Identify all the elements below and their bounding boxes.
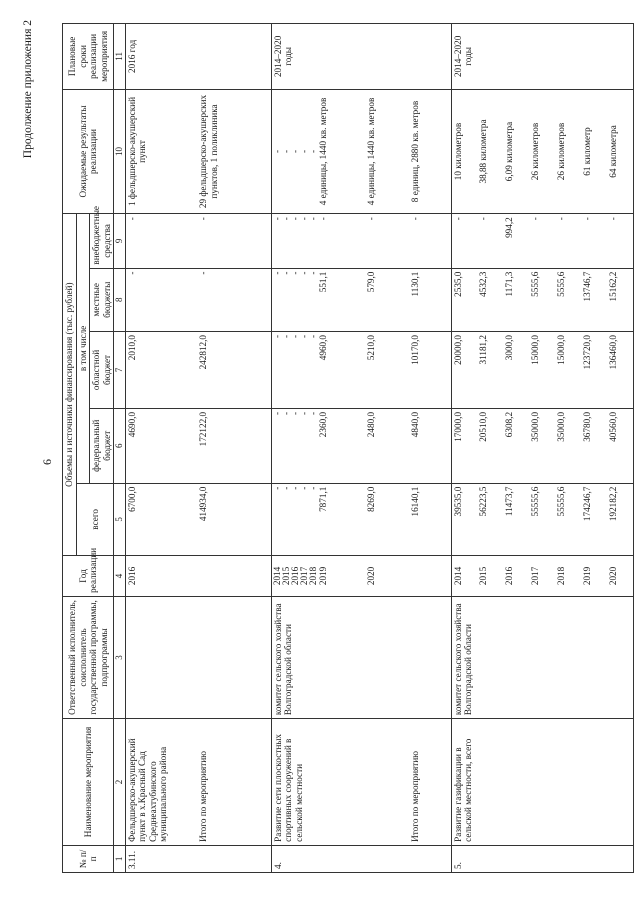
row-term: 2014–2020 годы bbox=[271, 24, 365, 90]
row-local: 1130,1 bbox=[409, 268, 451, 331]
row-year: 2020 bbox=[365, 556, 409, 597]
row-local: 15162,2 bbox=[607, 268, 633, 331]
header-regional: областной бюджет bbox=[90, 331, 114, 408]
row-total: 11473,7 bbox=[503, 483, 529, 555]
col-number: 7 bbox=[114, 331, 125, 408]
header-funding: Объемы и источники финансирования (тыс. рублей) bbox=[63, 214, 77, 556]
header-offbudget: внебюджетные средства bbox=[90, 214, 114, 268]
table-row bbox=[607, 24, 633, 873]
row-regional: 242812,0 bbox=[197, 331, 271, 408]
row-offbudget: - bbox=[581, 214, 607, 268]
row-num: 3.11. bbox=[125, 845, 197, 872]
row-federal: 6308,2 bbox=[503, 408, 529, 483]
table-row bbox=[451, 24, 477, 873]
row-federal: 4690,0 bbox=[125, 408, 197, 483]
row-result: 1 фельдшерско-акушерский пункт bbox=[125, 89, 197, 214]
row-total: 414934,0 bbox=[197, 483, 271, 555]
row-year: 2018 bbox=[555, 556, 581, 597]
row-num: 4. bbox=[271, 845, 365, 872]
row-offbudget: 994,2 bbox=[503, 214, 529, 268]
col-number: 11 bbox=[114, 24, 125, 90]
col-number: 2 bbox=[114, 719, 125, 846]
row-years: 2014 2015 2016 2017 2018 2019 bbox=[271, 556, 365, 597]
row-offbudget: - bbox=[555, 214, 581, 268]
row-local: 579,0 bbox=[365, 268, 409, 331]
row-federal: 40560,0 bbox=[607, 408, 633, 483]
header-federal: федеральный бюджет bbox=[90, 408, 114, 483]
row-total: 6700,0 bbox=[125, 483, 197, 555]
header-result: Ожидаемые результаты реализации bbox=[63, 89, 114, 214]
row-local: 5555,6 bbox=[555, 268, 581, 331]
row-year: 2019 bbox=[581, 556, 607, 597]
row-result: 26 километров bbox=[529, 89, 555, 214]
row-regional: 123720,0 bbox=[581, 331, 607, 408]
row-local: - bbox=[197, 268, 271, 331]
row-offbudget: - bbox=[409, 214, 451, 268]
row-federal: 36780,0 bbox=[581, 408, 607, 483]
row-result: 64 километра bbox=[607, 89, 633, 214]
row-regional: - - - - - 4960,0 bbox=[271, 331, 365, 408]
table-row bbox=[365, 24, 409, 873]
row-federal: 35000,0 bbox=[529, 408, 555, 483]
row-regional: 5210,0 bbox=[365, 331, 409, 408]
row-total: 39535,0 bbox=[451, 483, 477, 555]
row-offbudget: - - - - - - bbox=[271, 214, 365, 268]
header-local: местные бюджеты bbox=[90, 268, 114, 331]
row-offbudget: - bbox=[365, 214, 409, 268]
row-result: 26 километров bbox=[555, 89, 581, 214]
table-row bbox=[271, 24, 365, 873]
row-result: 8 единиц, 2880 кв. метров bbox=[409, 89, 451, 214]
row-result: 4 единицы, 1440 кв. метров bbox=[365, 89, 409, 214]
row-total: - - - - - 7871,1 bbox=[271, 483, 365, 555]
row-local: 2535,0 bbox=[451, 268, 477, 331]
col-number: 8 bbox=[114, 268, 125, 331]
row-regional: 15000,0 bbox=[529, 331, 555, 408]
row-responsible: комитет сельского хозяйства Волгоградской области bbox=[271, 596, 365, 718]
row-name: Фельдшерско-акушерский пункт в х.Красный Сад Среднеахтубинского муниципального района bbox=[125, 719, 197, 846]
col-number: 1 bbox=[114, 845, 125, 872]
table-row bbox=[555, 24, 581, 873]
table-row bbox=[197, 24, 271, 873]
row-federal: 20510,0 bbox=[477, 408, 503, 483]
row-federal: 17000,0 bbox=[451, 408, 477, 483]
table-row bbox=[581, 24, 607, 873]
header-responsible: Ответственный исполнитель, соисполнитель государственной программы, подпрограммы bbox=[63, 596, 114, 718]
row-result: 61 километр bbox=[581, 89, 607, 214]
row-offbudget: - bbox=[451, 214, 477, 268]
row-num: 5. bbox=[451, 845, 477, 872]
row-regional: 10170,0 bbox=[409, 331, 451, 408]
header-term: Плановые сроки реализации мероприятия bbox=[63, 24, 114, 90]
row-name: Итого по мероприятию bbox=[197, 719, 271, 846]
row-responsible: комитет сельского хозяйства Волгоградской области bbox=[451, 596, 503, 718]
row-federal: - - - - - 2360,0 bbox=[271, 408, 365, 483]
row-name: Итого по мероприятию bbox=[409, 719, 451, 846]
row-local: 5555,6 bbox=[529, 268, 555, 331]
table-row bbox=[409, 24, 451, 873]
header-including: в том числе bbox=[76, 214, 90, 483]
row-result: 38,88 километра bbox=[477, 89, 503, 214]
row-federal: 35000,0 bbox=[555, 408, 581, 483]
row-regional: 31181,2 bbox=[477, 331, 503, 408]
row-offbudget: - bbox=[197, 214, 271, 268]
row-year: 2016 bbox=[125, 556, 197, 597]
row-result: 29 фельдшерско-акушерских пунктов, 1 поликлиника bbox=[197, 89, 271, 214]
row-offbudget: - bbox=[529, 214, 555, 268]
row-term: 2016 год bbox=[125, 24, 197, 90]
row-year: 2017 bbox=[529, 556, 555, 597]
row-result: - - - - - 4 единицы, 1440 кв. метров bbox=[271, 89, 365, 214]
col-number: 10 bbox=[114, 89, 125, 214]
page-number: 6 bbox=[40, 459, 54, 465]
row-year: 2014 bbox=[451, 556, 477, 597]
row-local: 4532,3 bbox=[477, 268, 503, 331]
row-total: 192182,2 bbox=[607, 483, 633, 555]
row-regional: 20000,0 bbox=[451, 331, 477, 408]
row-regional: 2010,0 bbox=[125, 331, 197, 408]
row-total: 55555,6 bbox=[529, 483, 555, 555]
row-federal: 4840,0 bbox=[409, 408, 451, 483]
row-regional: 15000,0 bbox=[555, 331, 581, 408]
table-row bbox=[125, 24, 197, 873]
table-row bbox=[529, 24, 555, 873]
funding-table bbox=[62, 23, 634, 873]
col-number: 6 bbox=[114, 408, 125, 483]
row-total: 55555,6 bbox=[555, 483, 581, 555]
row-regional: 3000,0 bbox=[503, 331, 529, 408]
row-year: 2016 bbox=[503, 556, 529, 597]
col-number: 5 bbox=[114, 483, 125, 555]
row-local: - bbox=[125, 268, 197, 331]
row-year: 2020 bbox=[607, 556, 633, 597]
row-name: Развитие газификации в сельской местности, всего bbox=[451, 719, 503, 846]
row-term: 2014–2020 годы bbox=[451, 24, 477, 90]
row-total: 56223,5 bbox=[477, 483, 503, 555]
row-local: 1171,3 bbox=[503, 268, 529, 331]
row-local: - - - - - 551,1 bbox=[271, 268, 365, 331]
col-number: 4 bbox=[114, 556, 125, 597]
table-row bbox=[503, 24, 529, 873]
continuation-label: Продолжение приложения 2 bbox=[22, 20, 34, 159]
row-local: 13746,7 bbox=[581, 268, 607, 331]
row-regional: 136460,0 bbox=[607, 331, 633, 408]
row-total: 174246,7 bbox=[581, 483, 607, 555]
row-federal: 172122,0 bbox=[197, 408, 271, 483]
col-number: 9 bbox=[114, 214, 125, 268]
row-result: 10 километров bbox=[451, 89, 477, 214]
row-total: 16140,1 bbox=[409, 483, 451, 555]
row-offbudget: - bbox=[477, 214, 503, 268]
header-num: № п/п bbox=[63, 845, 114, 872]
header-total: всего bbox=[76, 483, 114, 555]
col-number: 3 bbox=[114, 596, 125, 718]
header-year: Год реализации bbox=[63, 556, 114, 597]
row-name: Развитие сети плоскостных спортивных сооружений в сельской местности bbox=[271, 719, 365, 846]
row-offbudget: - bbox=[125, 214, 197, 268]
row-result: 6,09 километра bbox=[503, 89, 529, 214]
row-year: 2015 bbox=[477, 556, 503, 597]
row-federal: 2480,0 bbox=[365, 408, 409, 483]
row-total: 8269,0 bbox=[365, 483, 409, 555]
row-offbudget: - bbox=[607, 214, 633, 268]
header-name: Наименование мероприятия bbox=[63, 719, 114, 846]
